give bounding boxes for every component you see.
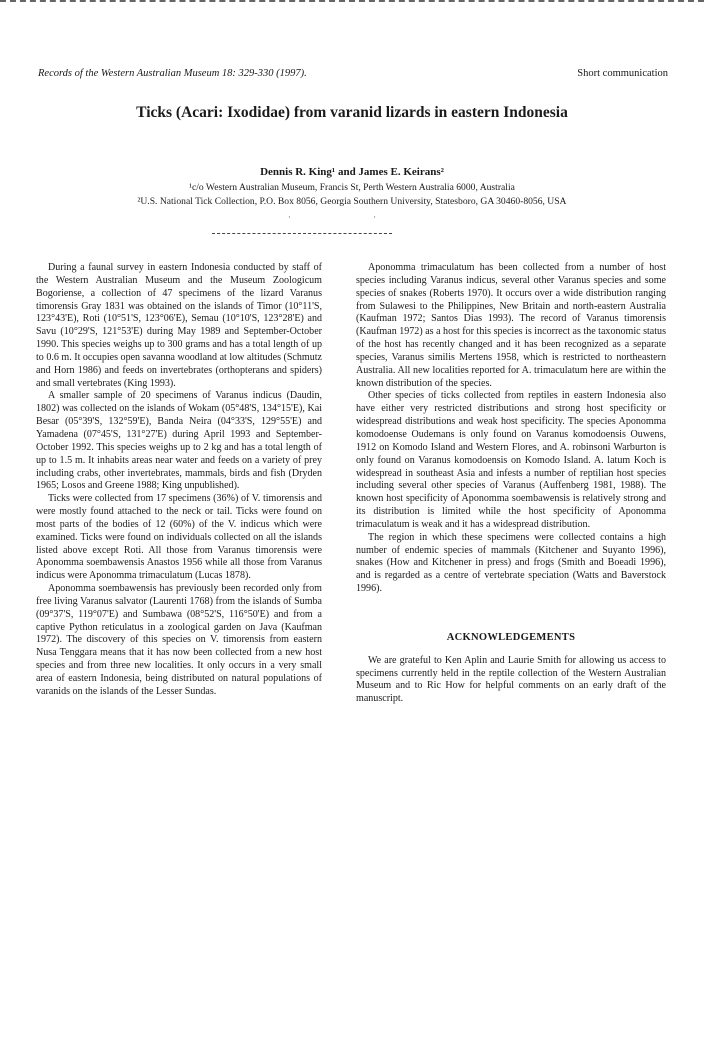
scan-marks: · · (287, 212, 417, 222)
article-type: Short communication (577, 68, 668, 79)
paragraph: A smaller sample of 20 specimens of Varanus indicus (Daudin, 1802) was collected on the islands of Wokam (05°48'S, 134°15'E), Kai Besar (05°39'S, 132°59'E), Banda Neira (04°33'S, 129°55'E) and Yamadena (07°45'S, 131°27'E) during April 1993 and September-October 1992. This species weighs up to 2 kg and has a total length of up to 1.5 m. It inhabits areas near water and feeds on a variety of prey including crabs, other invertebrates, mammals, birds and fish (Dryden 1965; Losos and Greene 1988; King unpublished). (36, 390, 322, 492)
journal-citation: Records of the Western Australian Museum 18: 329-330 (1997). (38, 68, 307, 79)
paragraph: The region in which these specimens were collected contains a high number of endemic species of mammals (Kitchener and Suyanto 1996), snakes (How and Kitchener in press) and frogs (Smith and Boeadi 1996), and is regarded as a centre of vertebrate speciation (Watts and Baverstock 1996). (356, 531, 666, 595)
scan-top-edge-marks (0, 0, 704, 8)
left-column (36, 262, 322, 699)
title-divider (212, 233, 392, 234)
right-column (356, 262, 666, 706)
paragraph: Ticks were collected from 17 specimens (36%) of V. timorensis and were mostly found attached to the neck or tail. Ticks were found on most parts of the bodies of 12 (60%) of the V. indicus which were examined. Ticks were found on individuals collected on all the islands listed above except Roti. All those from Varanus timorensis were Aponomma soembawensis Anastos 1956 while all those from Varanus indicus were Aponomma trimaculatum (Lucas 1878). (36, 493, 322, 582)
authors: Dennis R. King¹ and James E. Keirans² (260, 166, 444, 178)
article-title: Ticks (Acari: Ixodidae) from varanid lizards in eastern Indonesia (136, 104, 568, 121)
paragraph: During a faunal survey in eastern Indonesia conducted by staff of the Western Australian Museum and the Museum Zoologicum Bogoriense, a collection of 47 specimens of the lizard Varanus timorensis Gray 1831 was obtained on the islands of Timor (10°11'S, 123°43'E), Roti (10°51'S, 123°06'E), Semau (10°10'S, 123°28'E) and Savu (10°29'S, 121°53'E) during May 1989 and September-October 1990. This species weighs up to 300 grams and has a total length of up to 0.6 m. It occupies open savanna woodland at low altitudes (Schmutz and Horn 1986) and feeds on invertebrates (orthopterans and spiders) and small vertebrates (King 1993). (36, 262, 322, 389)
affiliation-1: ¹c/o Western Australian Museum, Francis St, Perth Western Australia 6000, Australia (189, 182, 515, 193)
paragraph: Aponomma trimaculatum has been collected from a number of host species including Varanus indicus, several other Varanus species and some species of snakes (Roberts 1970). It occurs over a wide distribution ranging from Sulawesi to the Philippines, New Britain and north-eastern Australia (Kaufman 1972; Santos Dias 1993). The record of Varanus timorensis (Kaufman 1972) as a host for this species is incorrect as the taxonomic status of the host has recently changed and it has been recognized as a separate species, Varanus similis Mertens 1958, which is restricted to northeastern Australia. All new localities reported for A. trimaculatum here are within the known distribution of the species. (356, 262, 666, 389)
running-head (38, 68, 668, 84)
acknowledgements-heading: ACKNOWLEDGEMENTS (446, 631, 576, 643)
paragraph: Other species of ticks collected from reptiles in eastern Indonesia also have either very restricted distributions and strong host specificity or widespread distributions and weak host specificity. The species Aponomma komodoense Oudemans is only found on Varanus komodoensis Ouwens, 1912 on Komodo Island and Western Flores, and A. robinsoni Warburton is only found on Varanus komodoensis on Komodo Island. A. latum Koch is widespread in southeast Asia and infests a number of reptilian host species including several other species of Varanus (Auffenberg 1981, 1988). The known host specificity of Aponomma soembawensis is relatively strong and its distribution is limited while the host specificity of Aponomma trimaculatum is weak and it has a widespread distribution. (356, 390, 666, 530)
affiliation-2: ²U.S. National Tick Collection, P.O. Box 8056, Georgia Southern University, Statesboro, GA 30460-8056, USA (137, 196, 567, 207)
paragraph: Aponomma soembawensis has previously been recorded only from free living Varanus salvator (Laurenti 1768) from the islands of Sumba (09°37'S, 119°07'E) and Sumbawa (08°52'S, 116°50'E) and from a captive Python reticulatus in a zoological garden on Java (Kaufman 1972). The discovery of this species on V. timorensis from eastern Nusa Tenggara means that it has now been collected from a new host species and from three new localities. It only occurs in a very small area of eastern Indonesia, being distributed on natural populations of varanids on the islands of the Lesser Sundas. (36, 583, 322, 697)
acknowledgements-text: We are grateful to Ken Aplin and Laurie Smith for allowing us access to specimens currently held in the reptile collection of the Western Australian Museum and to Ric How for helpful comments on an early draft of the manuscript. (356, 654, 666, 705)
